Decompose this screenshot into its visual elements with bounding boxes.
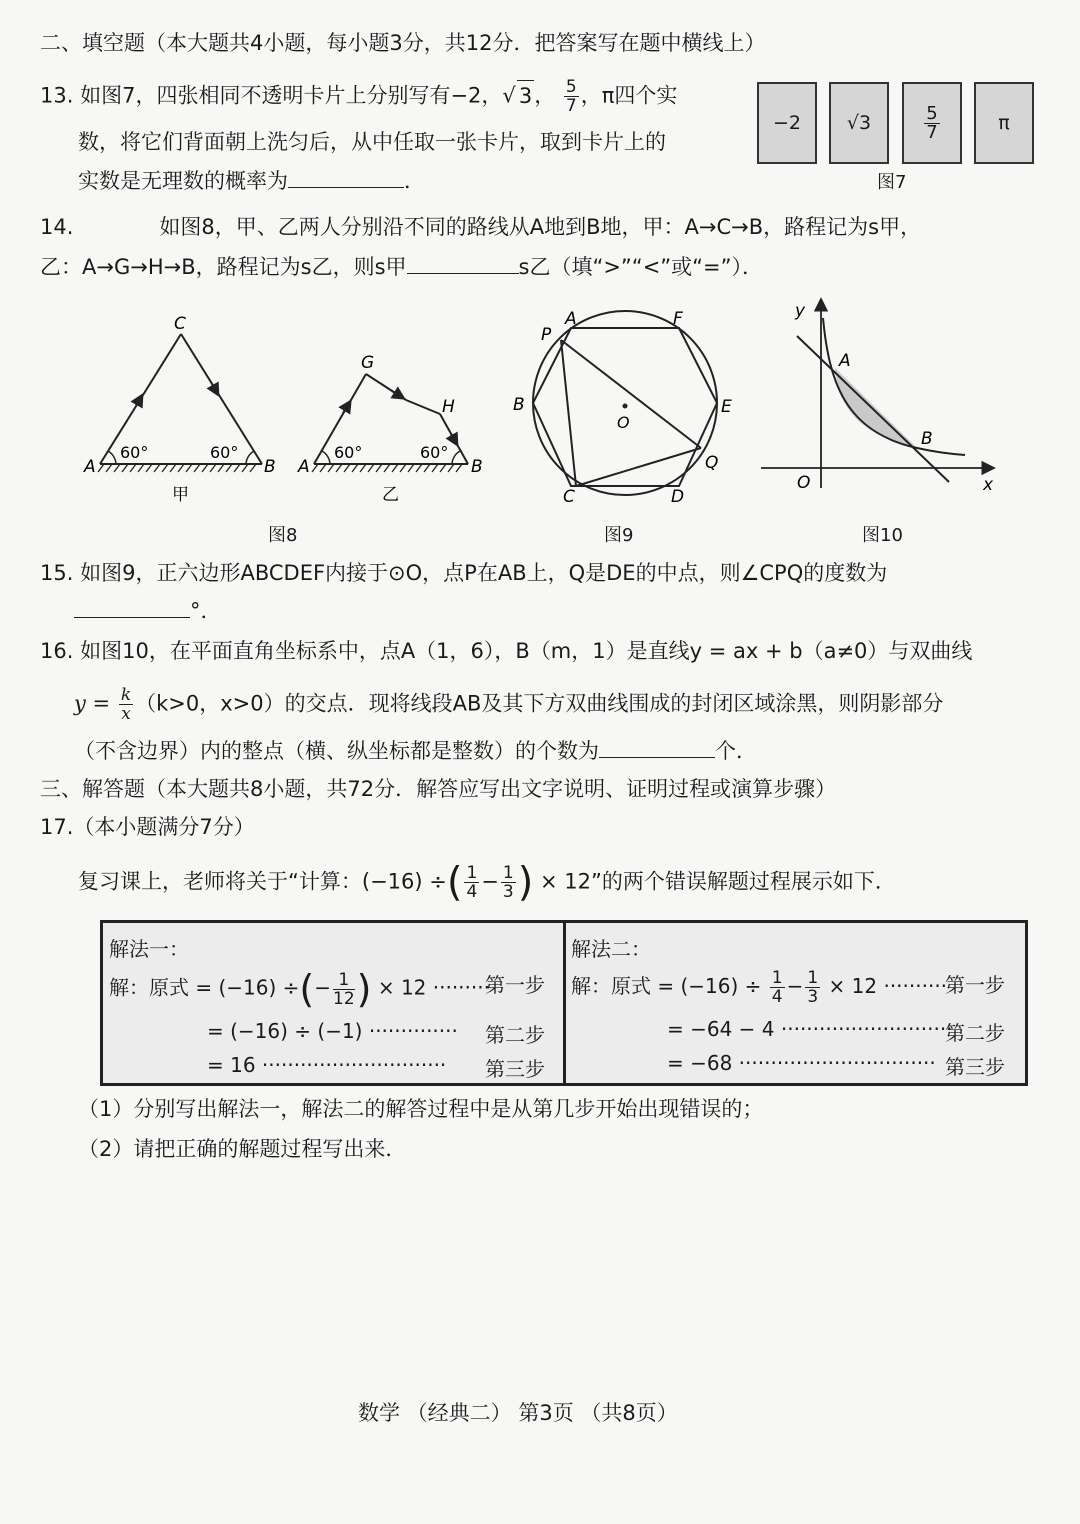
sol2-step2: 第二步: [945, 1021, 1005, 1045]
q13-text-a: 如图7，四张相同不透明卡片上分别写有−2，: [80, 83, 503, 108]
svg-text:B: B: [921, 429, 933, 449]
sol2-line1: 解：原式 = (−16) ÷ $\frac{1}{4}$ − $\frac{1}{3}$ × 12 ··········: [571, 968, 948, 1007]
sol1-line2: = (−16) ÷ (−1) ··············: [207, 1019, 458, 1043]
q17-part2: （2）请把正确的解题过程写出来．: [78, 1137, 407, 1161]
svg-text:Q: Q: [705, 453, 719, 473]
sol1-line3: = 16 ·····························: [207, 1053, 447, 1077]
q13-frac: $\frac{5}{7}$: [565, 77, 577, 116]
svg-text:O: O: [617, 413, 630, 432]
sol1-step1: 第一步: [485, 973, 545, 997]
q14-line1: 14. 如图8，甲、乙两人分别沿不同的路线从A地到B地，甲：A→C→B，路程记为s甲，: [40, 215, 922, 239]
q16-line3: （不含边界）内的整点（横、纵坐标都是整数）的个数为 个．: [74, 739, 757, 763]
q13-line3: 实数是无理数的概率为 ．: [78, 169, 425, 193]
svg-text:A: A: [565, 309, 577, 329]
sol1-step3: 第三步: [485, 1057, 545, 1081]
solutions-table: [100, 920, 1028, 1086]
q13-answer-blank[interactable]: [288, 167, 404, 188]
q16-line1: 16. 如图10，在平面直角坐标系中，点A（1，6），B（m，1）是直线y = ax + b（a≠0）与双曲线: [40, 639, 973, 663]
svg-text:D: D: [671, 487, 685, 507]
q16-answer-blank[interactable]: [599, 737, 715, 758]
q17-intro: 复习课上，老师将关于“计算：(−16) ÷( $\frac{1}{4}$ − $\frac{1}{3}$ ) × 12”的两个错误解题过程展示如下．: [78, 859, 896, 906]
fig7-caption: 图7: [877, 172, 907, 193]
q17-part1: （1）分别写出解法一，解法二的解答过程中是从第几步开始出现错误的；: [78, 1097, 764, 1121]
q15-line1: 15. 如图9，正六边形ABCDEF内接于⊙O，点P在AB上，Q是DE的中点，则∠CPQ的度数为: [40, 561, 888, 585]
sol2-step1: 第一步: [945, 973, 1005, 997]
svg-text:A: A: [298, 457, 310, 477]
svg-text:H: H: [442, 397, 455, 417]
q16-line2: y = $\frac{k}{x}$ （k>0，x>0）的交点．现将线段AB及其下方双曲线围成的封闭区域涂黑，则阴影部分: [74, 685, 944, 724]
svg-text:60°: 60°: [120, 443, 149, 462]
svg-text:O: O: [797, 473, 811, 493]
card-5-7: $\frac{5}{7}$: [902, 82, 962, 164]
q14-line2: 乙：A→G→H→B，路程记为s乙，则s甲 s乙（填“>”“<”或“=”）．: [40, 255, 764, 279]
fig9-caption: 图9: [604, 525, 634, 546]
card-pi: π: [974, 82, 1034, 164]
svg-text:F: F: [673, 309, 683, 329]
svg-text:B: B: [264, 457, 276, 477]
sol1-step2: 第二步: [485, 1023, 545, 1047]
svg-text:甲: 甲: [172, 485, 189, 505]
sol1-title: 解法一：: [109, 937, 189, 961]
q15-line2: °．: [74, 596, 222, 626]
page-footer: 数学 （经典二） 第3页 （共8页）: [358, 1401, 678, 1425]
q13-line1: 13. 如图7，四张相同不透明卡片上分别写有−2，√ 3， $\frac{5}{7}$ ，π四个实: [40, 77, 678, 116]
svg-text:60°: 60°: [420, 443, 449, 462]
fig10-caption: 图10: [862, 525, 903, 546]
svg-text:P: P: [541, 325, 552, 345]
q15-answer-blank[interactable]: [74, 597, 190, 618]
fig8-diagram: [0, 300, 520, 550]
svg-text:x: x: [983, 475, 994, 495]
sqrt-sign: √: [502, 83, 516, 108]
svg-text:C: C: [174, 314, 186, 334]
section3-title: 三、解答题（本大题共8小题，共72分．解答应写出文字说明、证明过程或演算步骤）: [40, 777, 837, 801]
svg-text:60°: 60°: [210, 443, 239, 462]
fig10-diagram: [755, 292, 1005, 507]
svg-text:E: E: [721, 397, 732, 417]
section2-title: 二、填空题（本大题共4小题，每小题3分，共12分．把答案写在题中横线上）: [40, 31, 766, 55]
svg-text:乙: 乙: [382, 485, 399, 505]
card-neg2: −2: [757, 82, 817, 164]
svg-text:y: y: [795, 301, 806, 321]
sol2-step3: 第三步: [945, 1055, 1005, 1079]
q13-num: 13.: [40, 83, 74, 108]
q13-text-b: ，π四个实: [580, 83, 678, 108]
card-sqrt3: √3: [829, 82, 889, 164]
svg-text:A: A: [839, 351, 851, 371]
sol2-line3: = −68 ·······························: [667, 1051, 936, 1075]
svg-text:B: B: [513, 395, 525, 415]
svg-text:A: A: [84, 457, 96, 477]
svg-text:C: C: [563, 487, 575, 507]
sol1-line1: 解：原式 = (−16) ÷(− $\frac{1}{12}$ ) × 12 ·········: [109, 967, 490, 1011]
fig8-caption: 图8: [268, 525, 298, 546]
sol2-title: 解法二：: [571, 937, 651, 961]
svg-text:G: G: [361, 353, 375, 373]
q14-answer-blank[interactable]: [407, 253, 519, 274]
sol2-line2: = −64 − 4 ···························: [667, 1017, 953, 1041]
q13-line2: 数，将它们背面朝上洗匀后，从中任取一张卡片，取到卡片上的: [78, 130, 666, 154]
sqrt3: 3: [517, 80, 534, 111]
q17-header: 17.（本小题满分7分）: [40, 815, 255, 839]
svg-text:60°: 60°: [334, 443, 363, 462]
fig9-diagram: [505, 300, 745, 510]
svg-text:B: B: [471, 457, 483, 477]
